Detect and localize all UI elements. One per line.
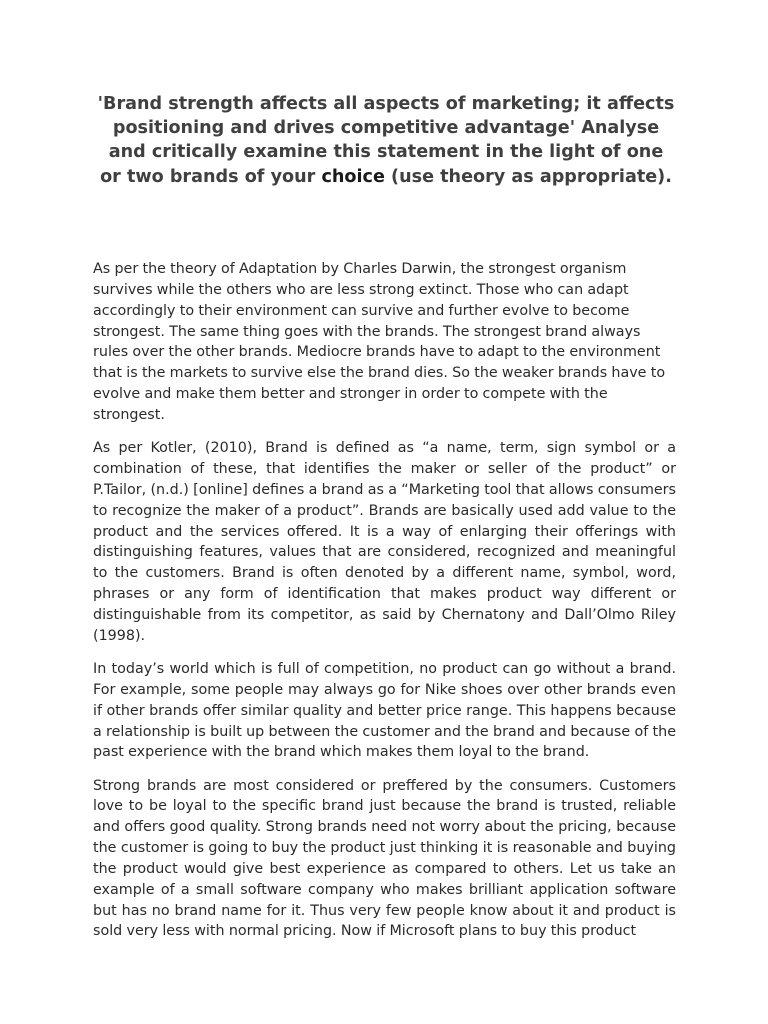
title-choice: choice bbox=[321, 166, 385, 187]
title-main: 'Brand strength affects all aspects of marketing; it affects positioning and drives competitive advantage' Analyse and critically examine this statement in the light of one or two brands of your bbox=[97, 94, 675, 187]
essay-body bbox=[93, 259, 676, 955]
title-suffix: (use theory as appropriate). bbox=[391, 166, 672, 187]
paragraph-kotler: As per Kotler, (2010), Brand is defined as “a name, term, sign symbol or a combination of these, that identifies the maker or seller of the product” or P.Tailor, (n.d.) [online] defines a brand as a “Marketing tool that allows consumers to recognize the maker of a product”. Brands are basically used add value to the product and the services offered. It is a way of enlarging their offerings with distinguishing features, values that are considered, recognized and meaningful to the customers. Brand is often denoted by a different name, symbol, word, phrases or any form of identification that makes product way different or distinguishable from its competitor, as said by Chernatony and Dall’Olmo Riley (1998). bbox=[93, 440, 676, 644]
essay-title bbox=[96, 92, 676, 189]
paragraph-strong-brands: Strong brands are most considered or preffered by the consumers. Customers love to be loyal to the specific brand just because the brand is trusted, reliable and offers good quality. Strong brands need not worry about the pricing, because the customer is going to buy the product just thinking it is reasonable and buying the product would give best experience as compared to others. Let us take an example of a small software company who makes brilliant application software but has no brand name for it. Thus very few people know about it and product is sold very less with normal pricing. Now if Microsoft plans to buy this product bbox=[93, 777, 676, 940]
paragraph-darwin: As per the theory of Adaptation by Charles Darwin, the strongest organism survives while the others who are less strong extinct. Those who can adapt accordingly to their environment can survive and further evolve to become strongest. The same thing goes with the brands. The strongest brand always rules over the other brands. Mediocre brands have to adapt to the environment that is the markets to survive else the brand dies. So the weaker brands have to evolve and make them better and stronger in order to compete with the strongest. bbox=[93, 261, 666, 423]
paragraph-competition: In today’s world which is full of competition, no product can go without a brand. For example, some people may always go for Nike shoes over other brands even if other brands offer similar quality and better price range. This happens because a relationship is built up between the customer and the brand and because of the past experience with the brand which makes them loyal to the brand. bbox=[93, 660, 676, 761]
